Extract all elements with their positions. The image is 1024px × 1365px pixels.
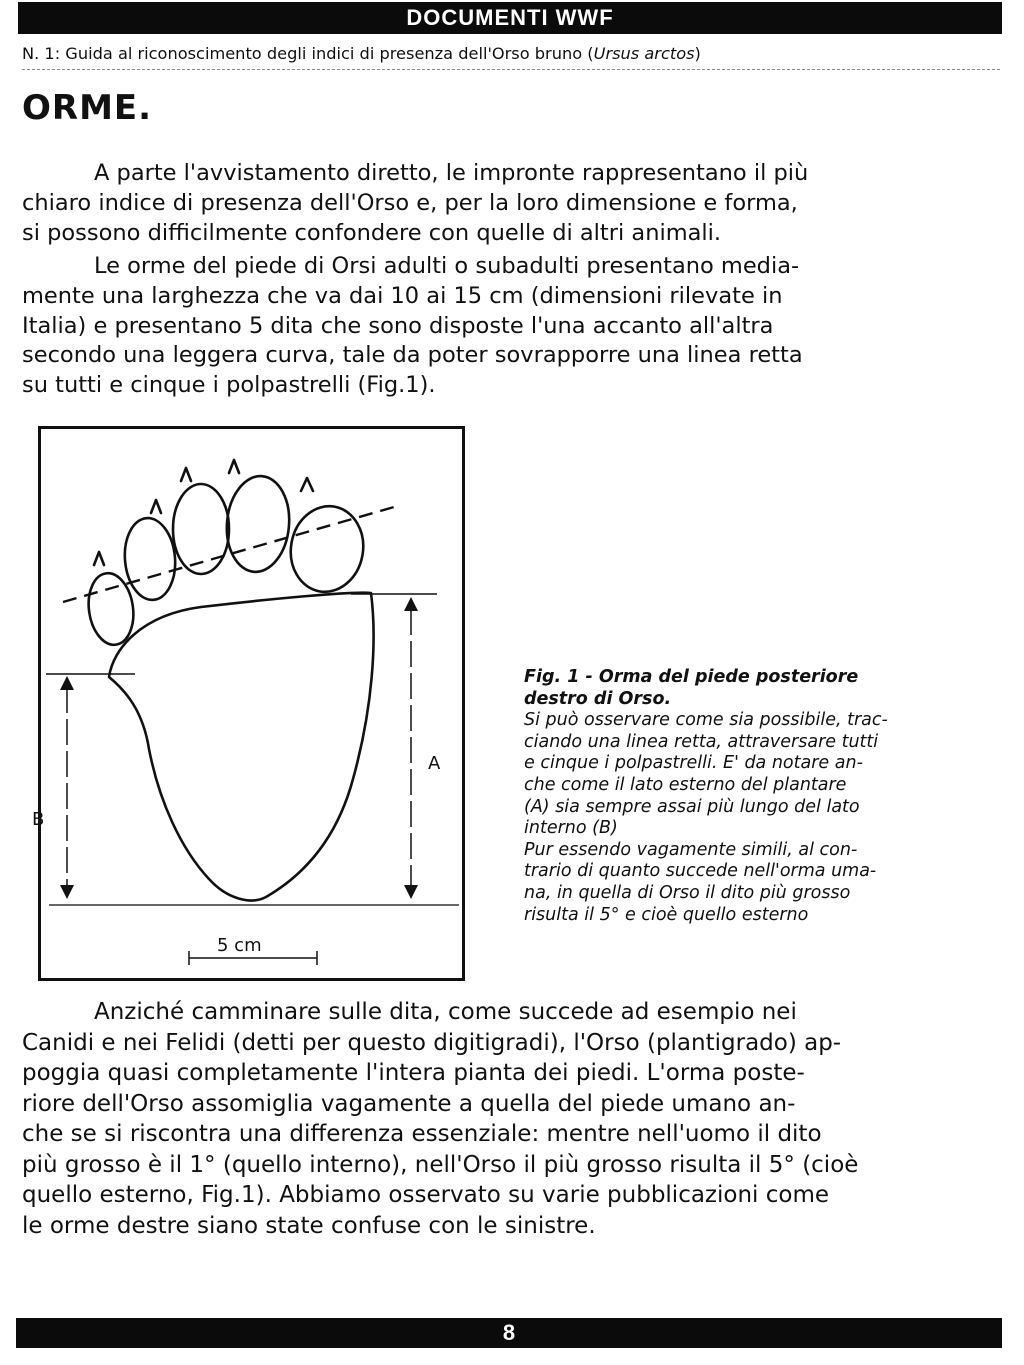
subtitle-text: N. 1: Guida al riconoscimento degli indici di presenza dell'Orso bruno ( xyxy=(22,44,594,63)
species-name: Ursus arctos xyxy=(593,44,695,63)
paragraph-line: le orme destre siano state confuse con le sinistre. xyxy=(22,1212,596,1239)
subtitle-end: ) xyxy=(694,44,701,63)
page-number-bar: 8 xyxy=(16,1318,1002,1348)
caption-title-line: destro di Orso. xyxy=(524,688,672,709)
subtitle-divider xyxy=(22,69,1000,70)
paragraph-line: A parte l'avvistamento diretto, le impronte rappresentano il più xyxy=(94,160,809,186)
paragraph-1 xyxy=(22,159,982,248)
label-b: B xyxy=(32,809,45,830)
caption-text xyxy=(524,710,1002,926)
paragraph-line: mente una larghezza che va dai 10 ai 15 cm (dimensioni rilevate in xyxy=(22,282,783,309)
plantar-pad xyxy=(109,593,374,901)
scale-label: 5 cm xyxy=(217,935,262,956)
caption-line: na, in quella di Orso il dito più grosso xyxy=(524,882,851,903)
claw-mark xyxy=(229,460,239,473)
toe-pad-3 xyxy=(173,484,229,574)
figure-1-footprint xyxy=(32,426,465,981)
toe-pad-4 xyxy=(223,473,293,574)
paragraph-3 xyxy=(22,997,1002,1241)
toe-pad-5 xyxy=(284,500,370,597)
paragraph-line: che se si riscontra una differenza essenziale: mentre nell'uomo il dito xyxy=(22,1121,822,1147)
arrowhead xyxy=(60,885,74,899)
caption-line: Pur essendo vagamente simili, al con- xyxy=(524,839,858,860)
caption-line: trario di quanto succede nell'orma uma- xyxy=(524,861,877,882)
header-bar: DOCUMENTI WWF xyxy=(18,2,1002,34)
section-heading: ORME. xyxy=(22,88,153,128)
paragraph-line: più grosso è il 1° (quello interno), nell'Orso il più grosso risulta il 5° (cioè xyxy=(22,1151,859,1178)
paragraph-2 xyxy=(22,252,982,401)
claw-mark xyxy=(94,552,104,565)
label-a: A xyxy=(428,753,441,774)
paragraph-line: quello esterno, Fig.1). Abbiamo osservato su varie pubblicazioni come xyxy=(22,1182,830,1208)
caption-line: (A) sia sempre assai più lungo del lato xyxy=(524,796,860,817)
caption-line: interno (B) xyxy=(524,818,618,839)
paragraph-line: si possono difficilmente confondere con quelle di altri animali. xyxy=(22,219,722,246)
arrowhead xyxy=(60,676,74,690)
toe-pad-2 xyxy=(122,516,179,602)
caption-line: che come il lato esterno del plantare xyxy=(524,774,847,795)
arrowhead xyxy=(404,597,418,611)
paragraph-line: poggia quasi completamente l'intera pianta dei piedi. L'orma poste- xyxy=(22,1060,805,1086)
claw-mark xyxy=(301,478,313,491)
caption-title-line: Fig. 1 - Orma del piede posteriore xyxy=(524,667,859,687)
paragraph-line: Canidi e nei Felidi (detti per questo digitigradi), l'Orso (plantigrado) ap- xyxy=(22,1029,842,1056)
paragraph-line: riore dell'Orso assomiglia vagamente a quella del piede umano an- xyxy=(22,1090,796,1117)
paragraph-line: su tutti e cinque i polpastrelli (Fig.1). xyxy=(22,372,436,399)
caption-title xyxy=(524,667,1002,710)
paragraph-line: Italia) e presentano 5 dita che sono disposte l'una accanto all'altra xyxy=(22,312,774,339)
paragraph-line: chiaro indice di presenza dell'Orso e, per la loro dimensione e forma, xyxy=(22,189,798,216)
figure-caption xyxy=(524,667,1002,926)
caption-line: risulta il 5° e cioè quello esterno xyxy=(524,904,809,925)
caption-line: e cinque i polpastrelli. E' da notare an- xyxy=(524,753,863,774)
arrowhead xyxy=(404,885,418,899)
caption-line: ciando una linea retta, attraversare tutti xyxy=(524,731,879,752)
paragraph-line: Anziché camminare sulle dita, come succede ad esempio nei xyxy=(94,999,797,1025)
document-subtitle xyxy=(22,43,1002,65)
caption-line: Si può osservare come sia possibile, trac- xyxy=(524,710,888,731)
claw-mark xyxy=(181,468,191,481)
paragraph-line: secondo una leggera curva, tale da poter sovrapporre una linea retta xyxy=(22,342,803,369)
paragraph-line: Le orme del piede di Orsi adulti o subadulti presentano media- xyxy=(94,253,800,279)
footprint-drawing xyxy=(32,429,468,984)
claw-mark xyxy=(151,500,161,513)
